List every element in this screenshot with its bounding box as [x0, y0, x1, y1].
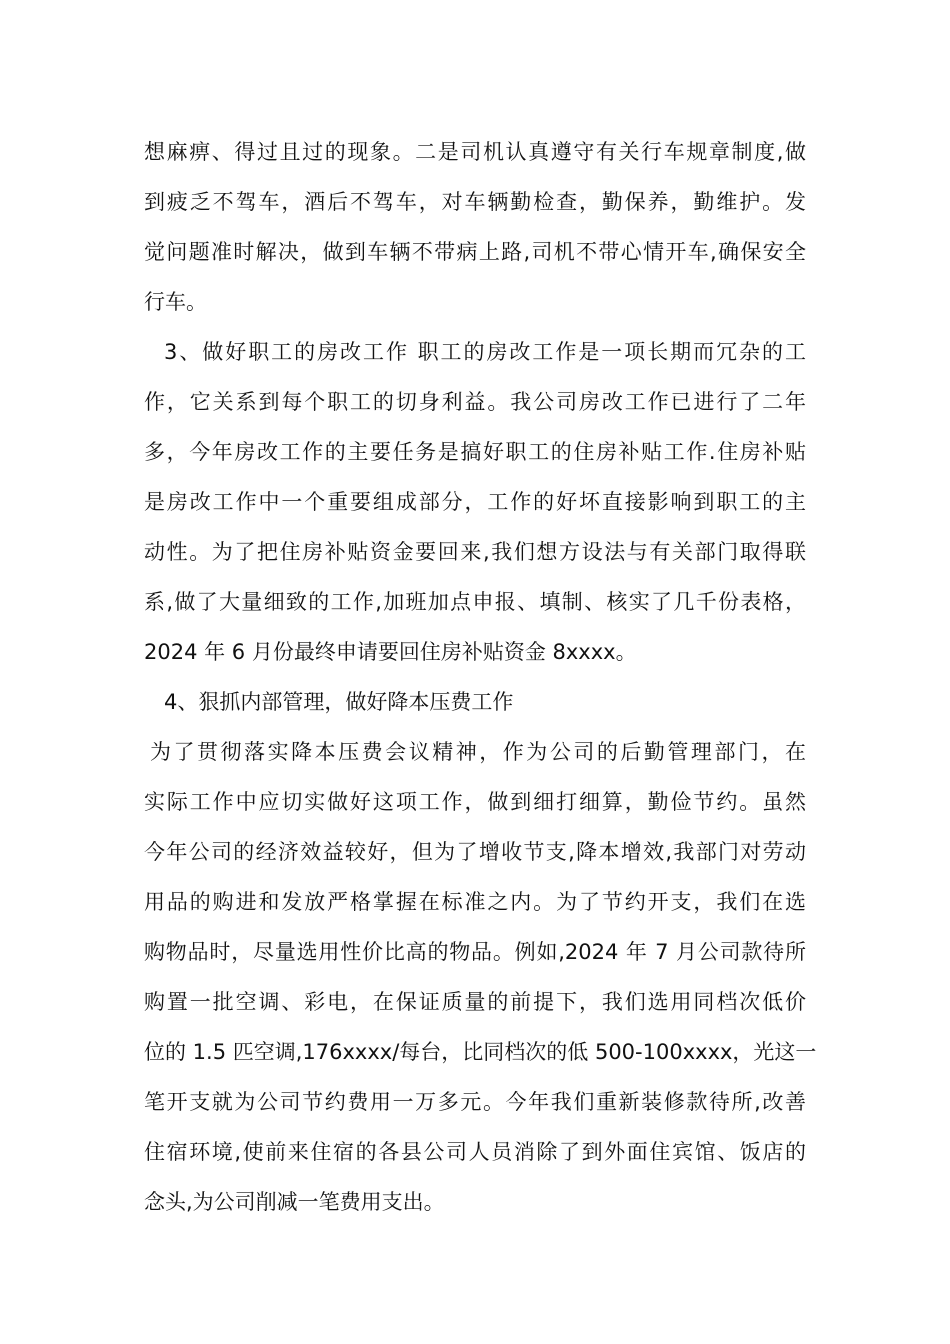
paragraph-2-line: 是房改工作中一个重要组成部分，工作的好坏直接影响到职工的主 — [144, 490, 806, 514]
paragraph-3-line: 实际工作中应切实做好这项工作，做到细打细算，勤俭节约。虽然 — [144, 790, 806, 814]
paragraph-1-line: 觉问题准时解决，做到车辆不带病上路,司机不带心情开车,确保安全 — [144, 240, 806, 264]
paragraph-2-line: 系,做了大量细致的工作,加班加点申报、填制、核实了几千份表格， — [144, 590, 806, 614]
paragraph-2-line: 多，今年房改工作的主要任务是搞好职工的住房补贴工作.住房补贴 — [144, 440, 806, 464]
paragraph-2-line: 3、做好职工的房改工作 职工的房改工作是一项长期而冗杂的工 — [164, 340, 806, 364]
paragraph-1-line: 想麻痹、得过且过的现象。二是司机认真遵守有关行车规章制度,做 — [144, 140, 806, 164]
paragraph-3-line: 住宿环境,使前来住宿的各县公司人员消除了到外面住宾馆、饭店的 — [144, 1140, 806, 1164]
paragraph-2-line: 2024 年 6 月份最终申请要回住房补贴资金 8xxxx。 — [144, 640, 637, 664]
paragraph-3-line: 购物品时，尽量选用性价比高的物品。例如,2024 年 7 月公司款待所 — [144, 940, 806, 964]
paragraph-1-line: 行车。 — [144, 290, 207, 314]
paragraph-3-line: 为了贯彻落实降本压费会议精神，作为公司的后勤管理部门，在 — [150, 740, 806, 764]
paragraph-3-line: 位的 1.5 匹空调,176xxxx/每台，比同档次的低 500-100xxxx，光这一 — [144, 1040, 817, 1064]
paragraph-3-line: 用品的购进和发放严格掌握在标准之内。为了节约开支，我们在选 — [144, 890, 806, 914]
paragraph-2-line: 动性。为了把住房补贴资金要回来,我们想方设法与有关部门取得联 — [144, 540, 806, 564]
section-heading: 4、狠抓内部管理，做好降本压费工作 — [164, 690, 514, 714]
paragraph-3-line: 购置一批空调、彩电，在保证质量的前提下，我们选用同档次低价 — [144, 990, 806, 1014]
paragraph-3-line: 笔开支就为公司节约费用一万多元。今年我们重新装修款待所,改善 — [144, 1090, 806, 1114]
paragraph-1-line: 到疲乏不驾车，酒后不驾车，对车辆勤检查，勤保养，勤维护。发 — [144, 190, 806, 214]
paragraph-3-line: 今年公司的经济效益较好，但为了增收节支,降本增效,我部门对劳动 — [144, 840, 806, 864]
paragraph-2-line: 作，它关系到每个职工的切身利益。我公司房改工作已进行了二年 — [144, 390, 806, 414]
paragraph-3-line: 念头,为公司削减一笔费用支出。 — [144, 1190, 445, 1214]
document-body — [144, 127, 817, 1227]
